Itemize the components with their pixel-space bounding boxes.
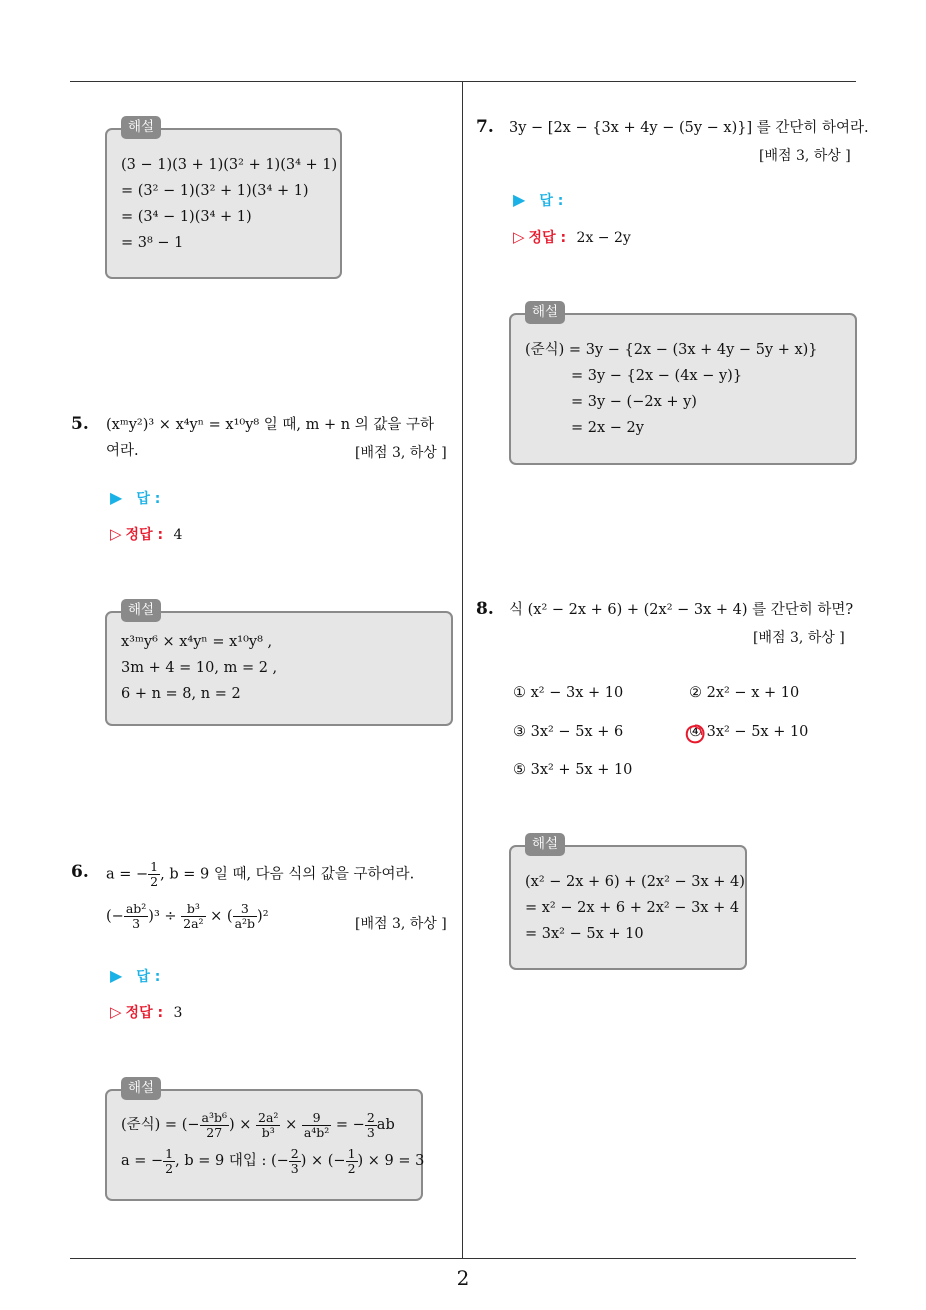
correct-value: 2x − 2y	[576, 230, 631, 246]
numerator: ab²	[125, 901, 147, 916]
play-triangle-icon: ▶	[513, 190, 526, 209]
fraction	[148, 860, 160, 889]
solution-tag: 해설	[525, 301, 565, 324]
text-segment: a = −	[106, 866, 149, 883]
text-segment: ) × 9 = 3	[357, 1153, 425, 1169]
correct-answer-q5	[110, 524, 182, 544]
points-q6: [배점 3, 하상 ]	[355, 916, 447, 932]
numerator: a³b⁶	[201, 1109, 227, 1125]
answer-label-q5	[110, 488, 160, 508]
fraction	[365, 1111, 377, 1140]
question-number-8: 8.	[476, 599, 494, 619]
solution-line: = (3⁴ − 1)(3⁴ + 1)	[121, 209, 252, 225]
numerator: 2	[366, 1109, 375, 1125]
text-segment: (준식) = (−	[121, 1117, 200, 1133]
solution-line: = x² − 2x + 6 + 2x² − 3x + 4	[525, 900, 740, 916]
solution-box-q5	[105, 602, 453, 726]
solution-line: = 3y − {2x − (4x − y)}	[571, 368, 743, 384]
text-segment: )²	[257, 908, 269, 925]
fraction	[346, 1147, 358, 1176]
play-triangle-icon: ▶	[110, 966, 123, 985]
correct-answer-q7	[513, 227, 631, 247]
play-triangle-icon: ▶	[110, 488, 123, 507]
numerator: 2a²	[258, 1109, 279, 1125]
solution-line	[121, 1107, 407, 1143]
denominator: 2a²	[183, 916, 204, 931]
choice-5[interactable]: ⑤ 3x² + 5x + 10	[513, 762, 633, 778]
solution-line: (준식) = 3y − {2x − (3x + 4y − 5y + x)}	[525, 342, 818, 358]
answer-label-q7	[513, 190, 563, 210]
solution-line: = 3x² − 5x + 10	[525, 926, 644, 942]
fraction	[289, 1147, 301, 1176]
text-segment: ) × (−	[300, 1153, 346, 1169]
numerator: 9	[302, 1111, 331, 1126]
denominator: 2	[150, 874, 159, 889]
fraction	[181, 902, 205, 931]
solution-line: = (3² − 1)(3² + 1)(3⁴ + 1)	[121, 183, 309, 199]
solution-line	[121, 1143, 425, 1179]
text-segment: , b = 9 대입 : (−	[175, 1153, 289, 1169]
solution-line: 6 + n = 8, n = 2	[121, 686, 241, 702]
denominator: 27	[206, 1124, 223, 1140]
correct-answer-q6	[110, 1002, 182, 1022]
text-segment: , b = 9 일 때, 다음 식의 값을 구하여라.	[160, 866, 415, 883]
correct-label-text: 정답 :	[528, 230, 567, 246]
red-circle-mark-icon	[684, 723, 706, 745]
outline-triangle-icon: ▷	[110, 1003, 122, 1021]
text-segment: ) ×	[229, 1117, 252, 1133]
correct-label-text: 정답 :	[125, 527, 164, 543]
answer-label-q6	[110, 966, 160, 986]
question-text-line: 여라.	[106, 443, 139, 459]
numerator: 2	[290, 1145, 299, 1161]
denominator: 3	[366, 1124, 375, 1140]
numerator: 1	[150, 859, 159, 874]
denominator: 3	[132, 916, 141, 931]
solution-box-q7	[509, 304, 857, 465]
question-text-7: 3y − [2x − {3x + 4y − (5y − x)}] 를 간단히 하여라.	[509, 120, 869, 136]
text-segment: ×	[285, 1117, 298, 1133]
question-number-7: 7.	[476, 117, 494, 137]
text-segment: )³ ÷	[148, 908, 177, 925]
text-segment: a = −	[121, 1153, 164, 1169]
outline-triangle-icon: ▷	[110, 525, 122, 543]
fraction	[163, 1147, 175, 1176]
solution-tag: 해설	[525, 833, 565, 856]
question-expression-6	[106, 902, 269, 931]
solution-line: 3m + 4 = 10, m = 2 ,	[121, 660, 278, 676]
answer-label-text: 답 :	[539, 193, 564, 209]
fraction	[233, 902, 257, 931]
footer-rule	[70, 1258, 856, 1259]
solution-line: (3 − 1)(3 + 1)(3² + 1)(3⁴ + 1)	[121, 157, 338, 173]
points-q8: [배점 3, 하상 ]	[753, 630, 845, 646]
solution-line: = 3y − (−2x + y)	[571, 394, 697, 410]
fraction	[124, 902, 148, 931]
solution-box-q4	[105, 119, 342, 279]
column-divider	[462, 82, 463, 1258]
header-rule	[70, 81, 856, 82]
fraction	[256, 1111, 280, 1140]
denominator: 2	[165, 1160, 174, 1176]
answer-label-text: 답 :	[136, 969, 161, 985]
question-number-6: 6.	[71, 862, 89, 882]
outline-triangle-icon: ▷	[513, 228, 525, 246]
solution-line: (x² − 2x + 6) + (2x² − 3x + 4)	[525, 874, 745, 890]
numerator: 3	[233, 902, 257, 917]
question-text-8: 식 (x² − 2x + 6) + (2x² − 3x + 4) 를 간단히 하면?	[509, 602, 854, 618]
choice-2[interactable]: ② 2x² − x + 10	[689, 685, 800, 701]
points-q7: [배점 3, 하상 ]	[759, 148, 851, 164]
fraction	[200, 1111, 229, 1140]
points-q5: [배점 3, 하상 ]	[355, 445, 447, 461]
numerator: b³	[181, 902, 205, 917]
text-segment: ab	[376, 1117, 395, 1133]
correct-value: 4	[173, 527, 183, 543]
choice-4[interactable]: ④ 3x² − 5x + 10	[689, 724, 809, 740]
solution-box-q8	[509, 836, 747, 970]
denominator: a⁴b²	[303, 1124, 330, 1140]
page-number: 2	[456, 1266, 470, 1290]
solution-line: = 2x − 2y	[571, 420, 644, 436]
text-segment: × (	[210, 908, 233, 925]
denominator: b³	[261, 1124, 275, 1140]
question-number-5: 5.	[71, 414, 89, 434]
correct-value: 3	[173, 1005, 183, 1021]
solution-tag: 해설	[121, 116, 161, 139]
text-segment: = −	[335, 1117, 365, 1133]
text-segment: (−	[106, 908, 124, 925]
solution-tag: 해설	[121, 1077, 161, 1100]
numerator: 1	[165, 1145, 174, 1161]
choice-1[interactable]: ① x² − 3x + 10	[513, 685, 624, 701]
choice-3[interactable]: ③ 3x² − 5x + 6	[513, 724, 624, 740]
solution-line: x³ᵐy⁶ × x⁴yⁿ = x¹⁰y⁸ ,	[121, 634, 273, 650]
question-text-line: (xᵐy²)³ × x⁴yⁿ = x¹⁰y⁸ 일 때, m + n 의 값을 구하	[106, 417, 434, 433]
denominator: 2	[347, 1160, 356, 1176]
correct-label-text: 정답 :	[125, 1005, 164, 1021]
question-text-6	[106, 860, 414, 889]
denominator: 3	[290, 1160, 299, 1176]
numerator: 1	[347, 1145, 356, 1161]
solution-line: = 3⁸ − 1	[121, 235, 184, 251]
denominator: a²b	[234, 916, 256, 931]
solution-tag: 해설	[121, 599, 161, 622]
solution-box-q6	[105, 1080, 425, 1201]
answer-label-text: 답 :	[136, 491, 161, 507]
fraction	[302, 1111, 331, 1140]
